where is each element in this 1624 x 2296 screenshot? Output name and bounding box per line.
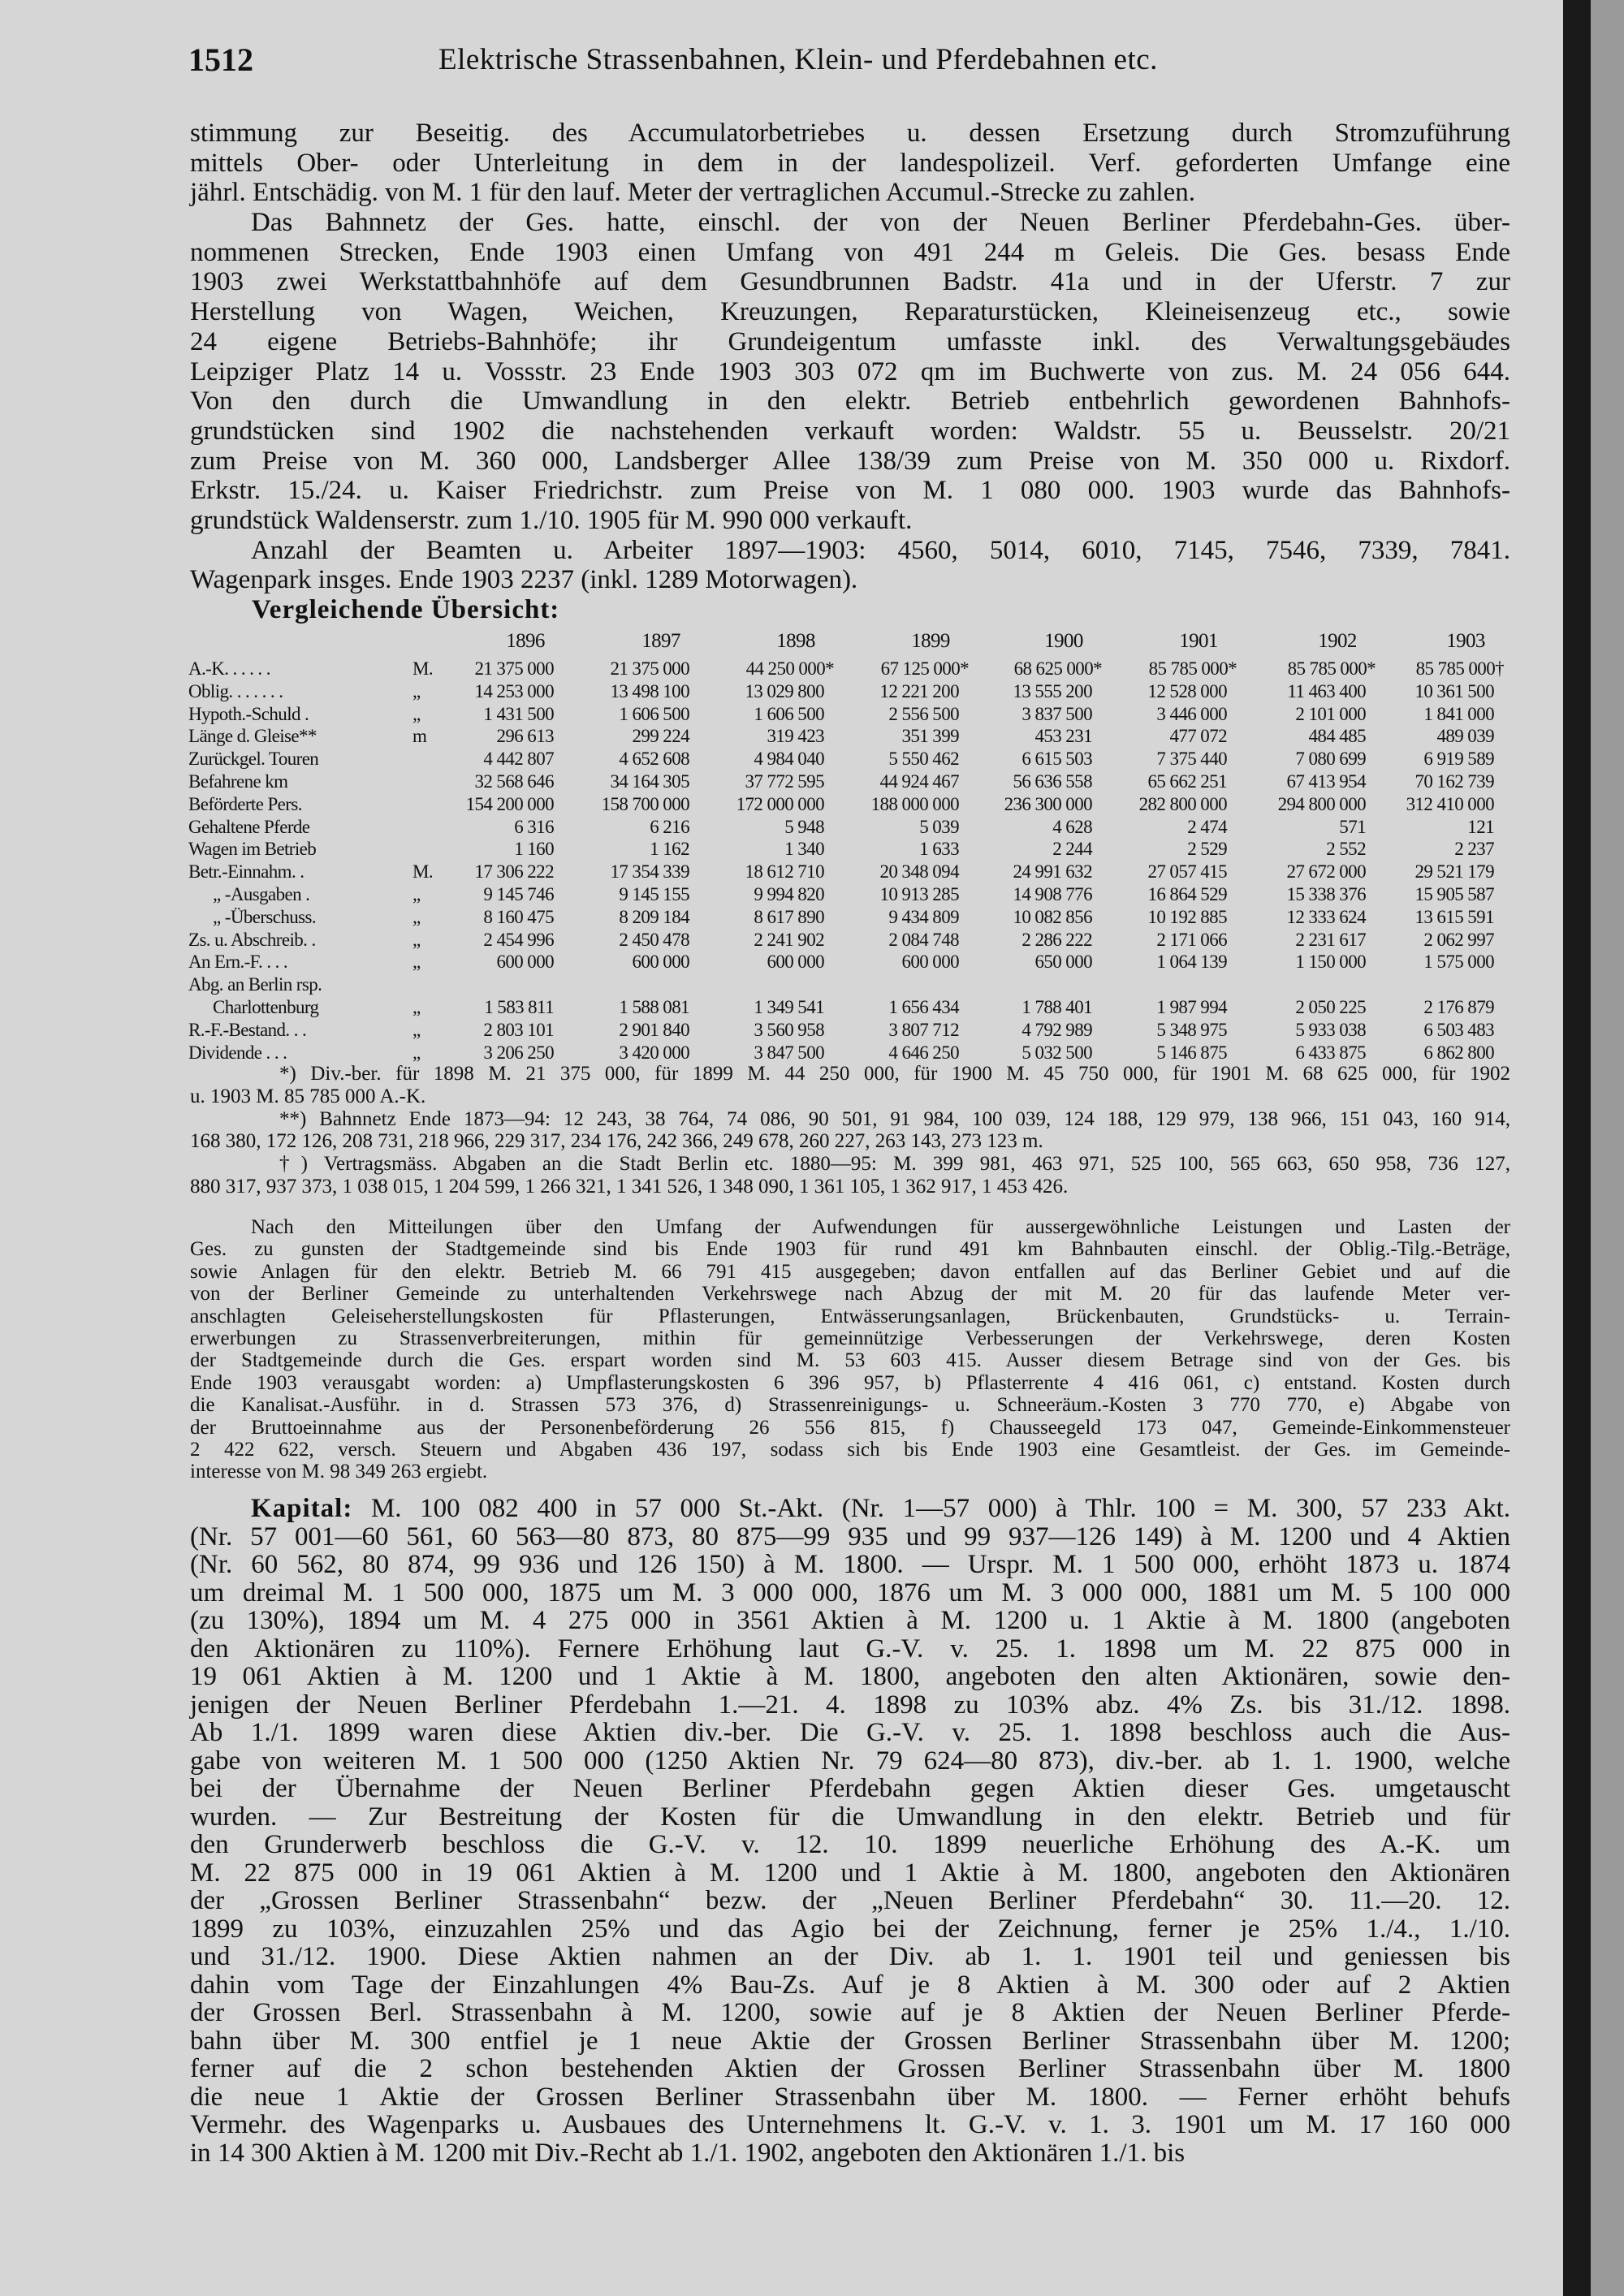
table-cell: 21 375 000 xyxy=(474,658,554,679)
row-unit: „ xyxy=(412,680,421,701)
text-line: Ab 1./1. 1899 waren diese Aktien div.-ber. Die G.-V. v. 25. 1. 1898 beschloss auch die Aus- xyxy=(190,1718,1510,1747)
table-cell: 2 171 066 xyxy=(1156,929,1227,950)
table-cell: 1 788 401 xyxy=(1021,997,1092,1017)
table-cell: 8 160 475 xyxy=(483,906,554,927)
table-cell: 29 521 179 xyxy=(1415,861,1494,883)
table-cell: 3 420 000 xyxy=(619,1042,689,1063)
row-label: Betr.-Einnahm. . xyxy=(188,861,304,883)
text-line: um dreimal M. 1 500 000, 1875 um M. 3 000 000, 1876 um M. 3 000 000, 1881 um M. 5 100 000 xyxy=(190,1577,1510,1608)
row-label: Wagen im Betrieb xyxy=(188,839,317,860)
table-cell: 2 241 902 xyxy=(754,929,824,950)
table-cell: 1 588 081 xyxy=(619,997,689,1017)
row-label: Hypoth.-Schuld . xyxy=(188,703,309,724)
table-cell: 17 306 222 xyxy=(474,861,554,883)
row-unit: „ xyxy=(412,703,421,724)
text-line: der Grossen Berl. Strassenbahn à M. 1200, sowie auf je 8 Aktien der Neuen Berliner Pferde- xyxy=(190,1998,1510,2027)
column-header-year: 1901 xyxy=(1179,630,1218,652)
table-cell: 3 446 000 xyxy=(1156,703,1227,724)
text-line: Erkstr. 15./24. u. Kaiser Friedrichstr. zum Preise von M. 1 080 000. 1903 wurde das Bahnhofs- xyxy=(190,476,1510,506)
table-cell: 1 064 139 xyxy=(1156,952,1227,973)
row-unit: M. xyxy=(412,861,434,883)
table-cell: 4 646 250 xyxy=(888,1042,959,1063)
text-line: M. 22 875 000 in 19 061 Aktien à M. 1200 und 1 Aktie à M. 1800, angeboten den Aktionären xyxy=(190,1858,1510,1888)
row-label: An Ern.-F. . . . xyxy=(188,952,288,973)
municipal-note xyxy=(190,1216,1510,1483)
text-line: 168 380, 172 126, 208 731, 218 966, 229 317, 234 176, 242 366, 249 678, 260 227, 263 143, 273 123 m. xyxy=(190,1130,1043,1153)
text-line: den Grunderwerb beschloss die G.-V. v. 12. 10. 1899 neuerliche Erhöhung des A.-K. um xyxy=(190,1830,1510,1859)
table-cell: 154 200 000 xyxy=(465,793,554,814)
table-cell: 5 933 038 xyxy=(1295,1019,1366,1040)
table-cell: 5 032 500 xyxy=(1021,1042,1092,1063)
table-cell: 12 528 000 xyxy=(1147,680,1227,701)
table-cell: 1 633 xyxy=(919,839,959,860)
text-line: Ende 1903 verausgabt worden: a) Umpflasterungskosten 6 396 957, b) Pflasterrente 4 416 061, c) entstand. Kosten durch xyxy=(190,1371,1510,1394)
table-cell: 4 628 xyxy=(1052,816,1092,837)
column-header-year: 1900 xyxy=(1044,630,1083,652)
table-cell: 10 192 885 xyxy=(1147,906,1227,927)
table-cell: 5 948 xyxy=(784,816,824,837)
table-cell: 188 000 000 xyxy=(870,793,959,814)
table-cell: 44 924 467 xyxy=(879,771,959,792)
text-line: 1899 zu 103%, einzuzahlen 25% und das Agio bei der Zeichnung, ferner je 25% 1./4., 1./10. xyxy=(190,1914,1510,1944)
text-line: erwerbungen zu Strassenverbreiterungen, mithin für gemeinnützige Verbesserungen der Verkehrswege, deren Kosten xyxy=(190,1327,1510,1349)
column-header-year: 1896 xyxy=(506,630,545,652)
table-cell: 9 145 155 xyxy=(619,884,689,904)
table-cell: 24 991 632 xyxy=(1013,861,1092,883)
table-cell: 16 864 529 xyxy=(1147,884,1227,904)
table-cell: 32 568 646 xyxy=(474,771,554,792)
table-cell: 282 800 000 xyxy=(1138,793,1227,814)
kapital-text: M. 100 082 400 in 57 000 St.-Akt. (Nr. 1—57 000) à Thlr. 100 = M. 300, 57 233 Akt. xyxy=(370,1494,1510,1523)
table-cell: 85 785 000† xyxy=(1415,658,1504,679)
text-line: Von den durch die Umwandlung in den elektr. Betrieb entbehrlich gewordenen Bahnhofs- xyxy=(190,386,1510,416)
table-cell: 13 498 100 xyxy=(610,680,689,701)
text-line: die Kanalisat.-Ausführ. in d. Strassen 573 376, d) Strassenreinigungs- u. Schneeräum.-Kosten 3 770 770, e) Abgabe von xyxy=(190,1394,1510,1417)
table-cell: 2 237 xyxy=(1454,839,1494,860)
table-cell: 600 000 xyxy=(901,952,959,973)
table-cell: 1 841 000 xyxy=(1423,703,1494,724)
text-line: **) Bahnnetz Ende 1873—94: 12 243, 38 764, 74 086, 90 501, 91 984, 100 039, 124 188, 129 979, 138 966, 151 043, 160 914, xyxy=(279,1107,1510,1130)
row-label: Zs. u. Abschreib. . xyxy=(188,929,316,950)
text-line: anschlagten Geleiseherstellungskosten für Pflasterungen, Entwässerungsanlagen, Brückenbauten, Grundstücks- u. Terrain- xyxy=(190,1305,1510,1327)
table-cell: 1 340 xyxy=(784,839,824,860)
table-cell: 2 529 xyxy=(1187,839,1227,860)
table-cell: 12 333 624 xyxy=(1286,906,1366,927)
table-cell: 85 785 000* xyxy=(1148,658,1237,679)
table-cell: 2 231 617 xyxy=(1295,929,1366,950)
table-cell: 3 560 958 xyxy=(754,1019,824,1040)
table-cell: 319 423 xyxy=(767,726,824,747)
kapital-heading: Kapital: xyxy=(251,1494,353,1523)
table-cell: 600 000 xyxy=(632,952,689,973)
text-line: Herstellung von Wagen, Weichen, Kreuzungen, Reparaturstücken, Kleineisenzeug etc., sowie xyxy=(190,297,1510,327)
table-cell: 2 803 101 xyxy=(483,1019,554,1040)
table-cell: 571 xyxy=(1339,816,1366,837)
text-line: Das Bahnnetz der Ges. hatte, einschl. der von der Neuen Berliner Pferdebahn-Ges. über- xyxy=(251,208,1510,238)
table-cell: 15 905 587 xyxy=(1415,884,1494,904)
column-header-year: 1897 xyxy=(641,630,680,652)
table-cell: 294 800 000 xyxy=(1277,793,1366,814)
table-cell: 13 029 800 xyxy=(745,680,824,701)
table-cell: 1 583 811 xyxy=(484,997,554,1017)
text-line: 880 317, 937 373, 1 038 015, 1 204 599, 1 266 321, 1 341 526, 1 348 090, 1 361 105, 1 362 917, 1 453 426. xyxy=(190,1175,1069,1198)
table-cell: 2 474 xyxy=(1187,816,1227,837)
text-line: (Nr. 60 562, 80 874, 99 936 und 126 150) à M. 1800. — Urspr. M. 1 500 000, erhöht 1873 u. 1874 xyxy=(190,1550,1510,1579)
table-cell: 10 361 500 xyxy=(1415,680,1494,701)
text-line: der „Grossen Berliner Strassenbahn“ bezw. der „Neuen Berliner Pferdebahn“ 30. 11.—20. 12. xyxy=(190,1886,1510,1915)
table-cell: 2 901 840 xyxy=(619,1019,689,1040)
table-cell: 1 606 500 xyxy=(619,703,689,724)
table-cell: 2 084 748 xyxy=(888,929,959,950)
row-label: „ -Ausgaben . xyxy=(213,884,310,904)
table-cell: 37 772 595 xyxy=(745,771,824,792)
row-label: Länge d. Gleise** xyxy=(188,726,317,747)
text-line: ferner auf die 2 schon bestehenden Aktien der Grossen Berliner Strassenbahn über M. 1800 xyxy=(190,2054,1510,2083)
table-cell: 453 231 xyxy=(1034,726,1092,747)
table-cell: 9 145 746 xyxy=(483,884,554,904)
table-cell: 5 039 xyxy=(919,816,959,837)
table-cell: 2 552 xyxy=(1326,839,1366,860)
table-cell: 6 503 483 xyxy=(1423,1019,1494,1040)
table-cell: 18 612 710 xyxy=(745,861,824,883)
text-line: bei der Übernahme der Neuen Berliner Pferdebahn gegen Aktien dieser Ges. umgetauscht xyxy=(190,1774,1510,1803)
table-cell: 296 613 xyxy=(496,726,554,747)
text-line: den Aktionären zu 110%). Fernere Erhöhung laut G.-V. v. 25. 1. 1898 um M. 22 875 000 in xyxy=(190,1634,1510,1664)
row-label: Gehaltene Pferde xyxy=(188,816,310,837)
table-cell: 484 485 xyxy=(1308,726,1366,747)
row-unit: „ xyxy=(412,1042,421,1063)
text-line: dahin vom Tage der Einzahlungen 4% Bau-Zs. Auf je 8 Aktien à M. 300 oder auf 2 Aktien xyxy=(190,1970,1510,2000)
row-unit: m xyxy=(412,726,427,747)
table-cell: 1 349 541 xyxy=(754,997,824,1017)
table-cell: 489 039 xyxy=(1436,726,1494,747)
row-unit: „ xyxy=(412,906,421,927)
text-line: stimmung zur Beseitig. des Accumulatorbetriebes u. dessen Ersetzung durch Stromzuführung xyxy=(190,119,1510,148)
text-line: Vermehr. des Wagenparks u. Ausbaues des Unternehmens lt. G.-V. v. 1. 3. 1901 um M. 17 160 000 xyxy=(190,2110,1510,2139)
table-cell: 56 636 558 xyxy=(1013,771,1092,792)
table-cell: 2 176 879 xyxy=(1423,997,1494,1017)
row-unit: „ xyxy=(412,952,421,973)
text-line: Nach den Mitteilungen über den Umfang der Aufwendungen für aussergewöhnliche Leistungen und Lasten der xyxy=(251,1216,1510,1238)
table-cell: 600 000 xyxy=(767,952,824,973)
text-line: zum Preise von M. 360 000, Landsberger Allee 138/39 zum Preise von M. 350 000 u. Rixdorf. xyxy=(190,446,1510,476)
table-cell: 70 162 739 xyxy=(1415,771,1494,792)
table-cell: 6 862 800 xyxy=(1423,1042,1494,1063)
table-cell: 312 410 000 xyxy=(1406,793,1494,814)
table-cell: 34 164 305 xyxy=(610,771,689,792)
table-cell: 5 348 975 xyxy=(1156,1019,1227,1040)
column-header-year: 1902 xyxy=(1318,630,1357,652)
text-line: der Stadtgemeinde durch die Ges. erspart worden sind M. 53 603 415. Ausser diesem Betrage sind von der Ges. bis xyxy=(190,1349,1510,1372)
text-line: bahn über M. 300 entfiel je 1 neue Aktie der Grossen Berliner Strassenbahn über M. 1200; xyxy=(190,2026,1510,2056)
table-cell: 11 463 400 xyxy=(1287,680,1366,701)
table-cell: 10 913 285 xyxy=(879,884,959,904)
table-cell: 21 375 000 xyxy=(610,658,689,679)
table-cell: 600 000 xyxy=(496,952,554,973)
table-cell: 67 125 000* xyxy=(880,658,969,679)
text-line: 2 422 622, versch. Steuern und Abgaben 436 197, sodass sich bis Ende 1903 eine Gesamtleist. der Ges. im Gemeinde- xyxy=(190,1438,1510,1461)
table-cell: 158 700 000 xyxy=(601,793,689,814)
table-cell: 121 xyxy=(1467,816,1494,837)
table-cell: 8 617 890 xyxy=(754,906,824,927)
text-line: gabe von weiteren M. 1 500 000 (1250 Aktien Nr. 79 624—80 873), div.-ber. ab 1. 1. 1900, welche xyxy=(190,1746,1510,1776)
column-header-year: 1899 xyxy=(911,630,950,652)
text-line: der Bruttoeinnahme aus der Personenbeförderung 26 556 815, f) Chausseegeld 173 047, Gemeinde-Einkommensteuer xyxy=(190,1416,1510,1439)
table-cell: 5 550 462 xyxy=(888,749,959,770)
table-cell: 2 454 996 xyxy=(483,929,554,950)
text-line: Anzahl der Beamten u. Arbeiter 1897—1903: 4560, 5014, 6010, 7145, 7546, 7339, 7841. xyxy=(251,535,1510,565)
table-cell: 1 656 434 xyxy=(888,997,959,1017)
table-cell: 2 062 997 xyxy=(1423,929,1494,950)
text-line: in 14 300 Aktien à M. 1200 mit Div.-Recht ab 1./1. 1902, angeboten den Aktionären 1./1. bis xyxy=(190,2138,1186,2168)
table-cell: 7 375 440 xyxy=(1156,749,1227,770)
text-line: grundstücken sind 1902 die nachstehenden verkauft worden: Waldstr. 55 u. Beusselstr. 20/21 xyxy=(190,416,1510,446)
row-label: R.-F.-Bestand. . . xyxy=(188,1019,307,1040)
text-line: wurden. — Zur Bestreitung der Kosten für die Umwandlung in den elektr. Betrieb und für xyxy=(190,1802,1510,1832)
overview-table-title: Vergleichende Übersicht: xyxy=(252,595,560,624)
row-label: Oblig. . . . . . . xyxy=(188,680,283,701)
table-cell: 68 625 000* xyxy=(1013,658,1102,679)
table-cell: 3 837 500 xyxy=(1021,703,1092,724)
table-cell: 12 221 200 xyxy=(879,680,959,701)
table-cell: 236 300 000 xyxy=(1004,793,1092,814)
column-header-year: 1903 xyxy=(1446,630,1485,652)
text-line: interesse von M. 98 349 263 ergiebt. xyxy=(190,1461,488,1483)
table-cell: 13 615 591 xyxy=(1415,906,1494,927)
table-cell: 4 442 807 xyxy=(483,749,554,770)
table-cell: 27 672 000 xyxy=(1286,861,1366,883)
table-cell: 477 072 xyxy=(1169,726,1227,747)
text-line: *) Div.-ber. für 1898 M. 21 375 000, für 1899 M. 44 250 000, für 1900 M. 45 750 000, für 1901 M. 68 625 000, für 1902 xyxy=(279,1063,1510,1085)
text-line: mittels Ober- oder Unterleitung in dem in der landespolizeil. Verf. geforderten Umfange eine xyxy=(190,148,1510,178)
text-line: und 31./12. 1900. Diese Aktien nahmen an der Div. ab 1. 1. 1901 teil und geniessen bis xyxy=(190,1942,1510,1971)
table-cell: 10 082 856 xyxy=(1013,906,1092,927)
table-cell: 1 160 xyxy=(514,839,554,860)
table-cell: 14 908 776 xyxy=(1013,884,1092,904)
table-cell: 8 209 184 xyxy=(619,906,689,927)
table-cell: 15 338 376 xyxy=(1286,884,1366,904)
row-unit: „ xyxy=(412,929,421,950)
table-cell: 13 555 200 xyxy=(1013,680,1092,701)
row-label: Charlottenburg xyxy=(213,997,319,1017)
table-cell: 6 919 589 xyxy=(1423,749,1494,770)
text-line xyxy=(190,1495,1510,1523)
text-line: (zu 130%), 1894 um M. 4 275 000 in 3561 Aktien à M. 1200 u. 1 Aktie à M. 1800 (angeboten xyxy=(190,1606,1510,1635)
table-cell: 4 792 989 xyxy=(1021,1019,1092,1040)
row-label: Abg. an Berlin rsp. xyxy=(188,974,322,995)
table-cell: 2 556 500 xyxy=(888,703,959,724)
row-label: „ -Überschuss. xyxy=(213,906,317,927)
text-line: Ges. zu gunsten der Stadtgemeinde sind bis Ende 1903 für rund 491 km Bahnbauten einschl. der Oblig.-Tilg.-Beträge, xyxy=(190,1238,1510,1261)
row-unit: „ xyxy=(412,1019,421,1040)
table-cell: 2 244 xyxy=(1052,839,1092,860)
row-label: A.-K. . . . . . xyxy=(188,658,270,679)
table-cell: 2 050 225 xyxy=(1295,997,1366,1017)
text-line: jenigen der Neuen Berliner Pferdebahn 1.—21. 4. 1898 zu 103% abz. 4% Zs. bis 31./12. 1898. xyxy=(190,1690,1510,1720)
text-line: 19 061 Aktien à M. 1200 und 1 Aktie à M. 1800, angeboten den alten Aktionären, sowie den- xyxy=(190,1662,1510,1691)
table-cell: 3 206 250 xyxy=(483,1042,554,1063)
text-line: jährl. Entschädig. von M. 1 für den lauf. Meter der vertraglichen Accumul.-Strecke zu zahlen. xyxy=(190,178,1195,208)
table-cell: 20 348 094 xyxy=(879,861,959,883)
row-unit: „ xyxy=(412,884,421,904)
table-cell: 2 450 478 xyxy=(619,929,689,950)
table-cell: 65 662 251 xyxy=(1147,771,1227,792)
text-line: sowie Anlagen für den elektr. Betrieb M. 66 791 415 ausgegeben; davon entfallen auf das Berliner Gebiet und auf die xyxy=(190,1260,1510,1283)
text-line: (Nr. 57 001—60 561, 60 563—80 873, 80 875—99 935 und 99 937—126 149) à M. 1200 und 4 Aktien xyxy=(190,1521,1510,1552)
table-cell: 5 146 875 xyxy=(1156,1042,1227,1063)
table-cell: 44 250 000* xyxy=(745,658,834,679)
table-cell: 4 984 040 xyxy=(754,749,824,770)
scan-margin xyxy=(1591,0,1624,2296)
table-cell: 27 057 415 xyxy=(1147,861,1227,883)
text-line: Leipziger Platz 14 u. Vossstr. 23 Ende 1903 303 072 qm im Buchwerte von zus. M. 24 056 644. xyxy=(190,356,1510,386)
kapital-section xyxy=(190,1495,1510,2167)
table-cell: 6 316 xyxy=(514,816,554,837)
text-line: grundstück Waldenserstr. zum 1./10. 1905 für M. 990 000 verkauft. xyxy=(190,505,913,535)
table-cell: 6 433 875 xyxy=(1295,1042,1366,1063)
table-cell: 7 080 699 xyxy=(1295,749,1366,770)
text-line: 1903 zwei Werkstattbahnhöfe auf dem Gesundbrunnen Badstr. 41a und in der Uferstr. 7 zur xyxy=(190,267,1510,297)
scan-binding-edge xyxy=(1563,0,1591,2296)
table-cell: 351 399 xyxy=(901,726,959,747)
table-cell: 1 150 000 xyxy=(1295,952,1366,973)
table-cell: 650 000 xyxy=(1034,952,1092,973)
table-cell: 2 101 000 xyxy=(1295,703,1366,724)
text-line: 24 eigene Betriebs-Bahnhöfe; ihr Grundeigentum umfasste inkl. des Verwaltungsgebäudes xyxy=(190,326,1510,356)
table-cell: 1 606 500 xyxy=(754,703,824,724)
row-label: Zurückgel. Touren xyxy=(188,749,319,770)
text-line: †) Vertragsmäss. Abgaben an die Stadt Berlin etc. 1880—95: M. 399 981, 463 971, 525 100, 565 663, 650 958, 736 127, xyxy=(279,1153,1510,1176)
row-unit: „ xyxy=(412,997,421,1017)
row-label: Beförderte Pers. xyxy=(188,793,302,814)
text-line: die neue 1 Aktie der Grossen Berliner Strassenbahn über M. 1800. — Ferner erhöht behufs xyxy=(190,2082,1510,2112)
table-cell: 4 652 608 xyxy=(619,749,689,770)
table-cell: 9 994 820 xyxy=(754,884,824,904)
table-cell: 14 253 000 xyxy=(474,680,554,701)
footnotes xyxy=(190,1063,1510,1198)
table-cell: 17 354 339 xyxy=(610,861,689,883)
text-line: Wagenpark insges. Ende 1903 2237 (inkl. 1289 Motorwagen). xyxy=(190,565,858,595)
running-title: Elektrische Strassenbahnen, Klein- und Pferdebahnen etc. xyxy=(438,43,1158,76)
table-cell: 1 431 500 xyxy=(483,703,554,724)
row-unit: M. xyxy=(412,658,434,679)
table-cell: 1 162 xyxy=(650,839,689,860)
table-cell: 299 224 xyxy=(632,726,689,747)
table-cell: 3 807 712 xyxy=(888,1019,959,1040)
text-line: u. 1903 M. 85 785 000 A.-K. xyxy=(190,1085,426,1107)
table-cell: 85 785 000* xyxy=(1287,658,1376,679)
text-line: von der Berliner Gemeinde zu unterhaltenden Verkehrswege nach Abzug der mit M. 20 für das laufende Meter ver- xyxy=(190,1283,1510,1306)
page-number: 1512 xyxy=(188,41,253,78)
table-cell: 1 575 000 xyxy=(1423,952,1494,973)
table-cell: 6 615 503 xyxy=(1021,749,1092,770)
column-header-year: 1898 xyxy=(776,630,815,652)
row-label: Dividende . . . xyxy=(188,1042,287,1063)
table-cell: 6 216 xyxy=(650,816,689,837)
table-cell: 172 000 000 xyxy=(736,793,824,814)
table-cell: 3 847 500 xyxy=(754,1042,824,1063)
table-cell: 2 286 222 xyxy=(1021,929,1092,950)
table-cell: 67 413 954 xyxy=(1286,771,1366,792)
table-cell: 9 434 809 xyxy=(888,906,959,927)
text-line: nommenen Strecken, Ende 1903 einen Umfang von 491 244 m Geleis. Die Ges. besass Ende xyxy=(190,237,1510,267)
intro-text xyxy=(190,119,1510,595)
table-cell: 1 987 994 xyxy=(1156,997,1227,1017)
row-label: Befahrene km xyxy=(188,771,288,792)
